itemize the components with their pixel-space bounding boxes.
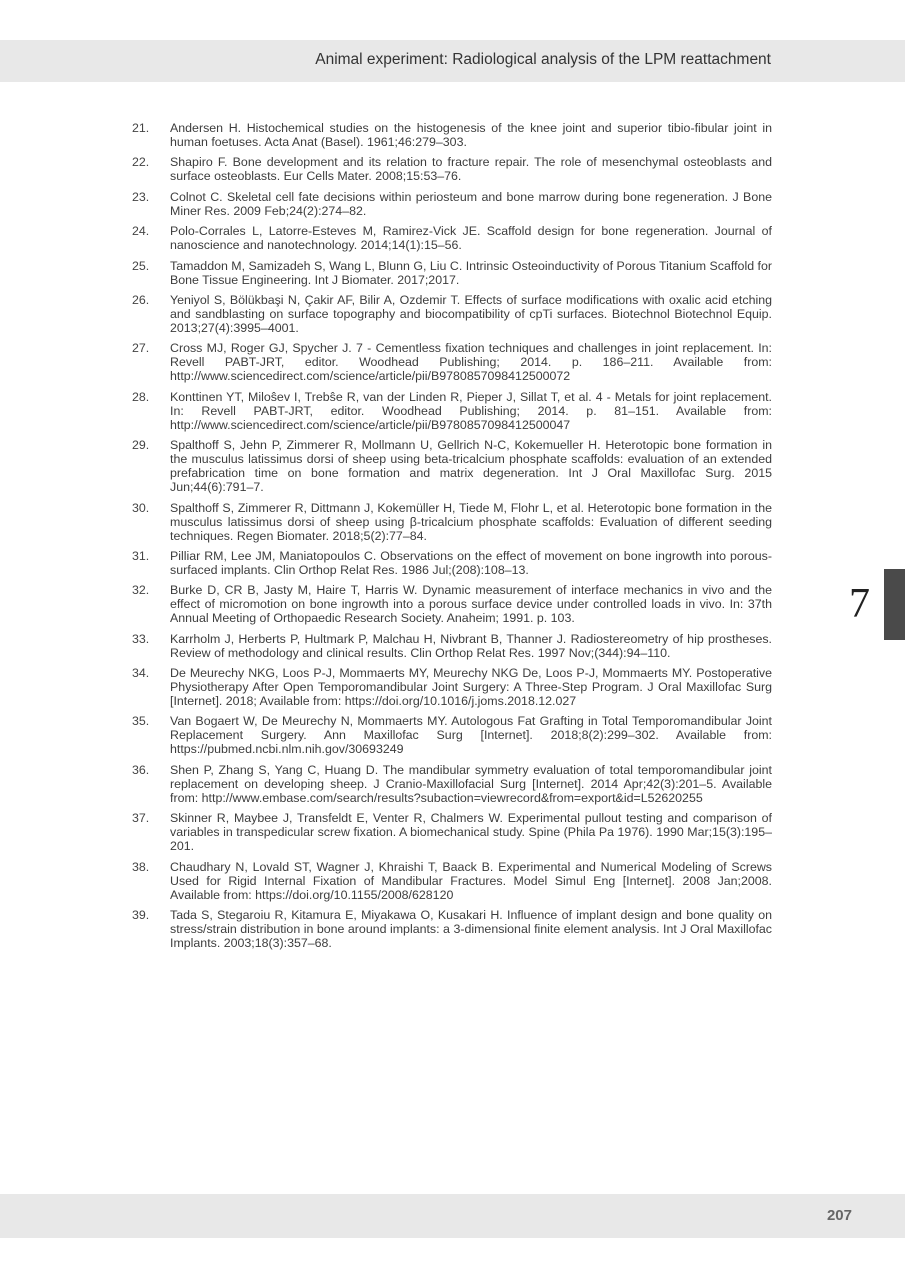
reference-text: Shen P, Zhang S, Yang C, Huang D. The mandibular symmetry evaluation of total temporomandibular joint replacement on developing sheep. J Cranio-Maxillofacial Surg [Internet]. 2014 Apr;42(3):201–5. Available from: http://www.embase.com/search/results?subaction=viewrecord&from=export&id=L52620255 xyxy=(170,762,772,805)
reference-item xyxy=(132,549,772,577)
reference-number: 25. xyxy=(132,258,150,273)
reference-text: Tamaddon M, Samizadeh S, Wang L, Blunn G, Liu C. Intrinsic Osteoinductivity of Porous Titanium Scaffold for Bone Tissue Engineering. Int J Biomater. 2017;2017. xyxy=(170,258,772,287)
reference-number: 35. xyxy=(132,714,150,729)
reference-text: Skinner R, Maybee J, Transfeldt E, Venter R, Chalmers W. Experimental pullout testing and comparison of variables in transpedicular screw fixation. A biomechanical study. Spine (Phila Pa 1976). 1990 Mar;15(3):195–201. xyxy=(170,811,772,854)
reference-item xyxy=(132,908,772,950)
reference-number: 39. xyxy=(132,908,150,923)
reference-number: 29. xyxy=(132,438,150,453)
reference-text: Spalthoff S, Jehn P, Zimmerer R, Mollmann U, Gellrich N-C, Kokemueller H. Heterotopic bone formation in the musculus latissimus dorsi of sheep using beta-tricalcium phosphate scaffolds: evaluation of an extended prefabrication time on bone formation and matrix degeneration. Int J Oral Maxillofac Surg. 2015 Jun;44(6):791–7. xyxy=(170,438,772,495)
reference-item xyxy=(132,121,772,149)
running-header xyxy=(0,40,905,82)
reference-number: 37. xyxy=(132,811,150,826)
reference-text: Andersen H. Histochemical studies on the histogenesis of the knee joint and superior tibio-fibular joint in human foetuses. Acta Anat (Basel). 1961;46:279–303. xyxy=(170,121,772,149)
reference-text: Konttinen YT, Miloŝev I, Trebŝe R, van der Linden R, Pieper J, Sillat T, et al. 4 - Metals for joint replacement. In: Revell PABT-JRT, editor. Woodhead Publishing; 2014. p. 81–151. Available from: http://www.sciencedirect.com/science/article/pii/B9780857098412500047 xyxy=(170,389,772,432)
reference-item xyxy=(132,860,772,902)
reference-number: 36. xyxy=(132,762,150,777)
reference-text: Karrholm J, Herberts P, Hultmark P, Malchau H, Nivbrant B, Thanner J. Radiostereometry of hip prostheses. Review of methodology and clinical results. Clin Orthop Relat Res. 1997 Nov;(344):94–110. xyxy=(170,631,772,660)
reference-number: 34. xyxy=(132,666,150,681)
chapter-tab xyxy=(884,569,905,640)
reference-item xyxy=(132,155,772,183)
reference-text: Spalthoff S, Zimmerer R, Dittmann J, Kokemüller H, Tiede M, Flohr L, et al. Heterotopic bone formation in the musculus latissimus dorsi of sheep using β-tricalcium phosphate scaffolds: Evaluation of different seeding techniques. Regen Biomater. 2018;5(2):77–84. xyxy=(170,500,772,543)
reference-item xyxy=(132,763,772,805)
reference-item xyxy=(132,224,772,252)
reference-number: 30. xyxy=(132,500,150,515)
reference-item xyxy=(132,390,772,432)
page-number: 207 xyxy=(826,1207,852,1224)
reference-number: 22. xyxy=(132,155,150,170)
reference-number: 33. xyxy=(132,631,150,646)
reference-number: 24. xyxy=(132,224,150,239)
reference-item xyxy=(132,501,772,543)
reference-number: 26. xyxy=(132,292,150,307)
reference-item xyxy=(132,632,772,660)
reference-text: Colnot C. Skeletal cell fate decisions within periosteum and bone marrow during bone regeneration. J Bone Miner Res. 2009 Feb;24(2):274–82. xyxy=(170,189,772,218)
running-title: Animal experiment: Radiological analysis of the LPM reattachment xyxy=(315,51,771,68)
reference-text: Pilliar RM, Lee JM, Maniatopoulos C. Observations on the effect of movement on bone ingrowth into porous-surfaced implants. Clin Orthop Relat Res. 1986 Jul;(208):108–13. xyxy=(170,548,772,577)
reference-number: 32. xyxy=(132,583,150,598)
reference-item xyxy=(132,438,772,494)
reference-text: Yeniyol S, Bölükbaşi N, Çakir AF, Bilir A, Ozdemir T. Effects of surface modifications with oxalic acid etching and sandblasting on surface topography and biocompatibility of cpTi surfaces. Biotechnol Biotechnol Equip. 2013;27(4):3995–4001. xyxy=(170,292,772,335)
reference-text: Chaudhary N, Lovald ST, Wagner J, Khraishi T, Baack B. Experimental and Numerical Modeling of Screws Used for Rigid Internal Fixation of Mandibular Fractures. Model Simul Eng [Internet]. 2008 Jan;2008. Available from: https://doi.org/10.1155/2008/628120 xyxy=(170,859,772,902)
reference-text: Van Bogaert W, De Meurechy N, Mommaerts MY. Autologous Fat Grafting in Total Temporomandibular Joint Replacement Surgery. Ann Maxillofac Surg [Internet]. 2018;8(2):299–302. Available from: https://pubmed.ncbi.nlm.nih.gov/30693249 xyxy=(170,714,772,757)
reference-number: 38. xyxy=(132,859,150,874)
reference-number: 23. xyxy=(132,189,150,204)
page-footer xyxy=(0,1194,905,1238)
reference-item xyxy=(132,341,772,383)
reference-text: Burke D, CR B, Jasty M, Haire T, Harris W. Dynamic measurement of interface mechanics in vivo and the effect of micromotion on bone ingrowth into a porous surface device under controlled loads in vivo. In: 37th Annual Meeting of Orthopaedic Research Society. Anaheim; 1991. p. 103. xyxy=(170,583,772,626)
reference-number: 28. xyxy=(132,389,150,404)
reference-item xyxy=(132,190,772,218)
reference-item xyxy=(132,811,772,853)
reference-text: Shapiro F. Bone development and its relation to fracture repair. The role of mesenchymal osteoblasts and surface osteoblasts. Eur Cells Mater. 2008;15:53–76. xyxy=(170,155,772,184)
reference-number: 31. xyxy=(132,548,150,563)
reference-item xyxy=(132,583,772,625)
reference-number: 21. xyxy=(132,121,150,135)
reference-text: Polo-Corrales L, Latorre-Esteves M, Ramirez-Vick JE. Scaffold design for bone regeneration. Journal of nanoscience and nanotechnology. 2014;14(1):15–56. xyxy=(170,224,772,253)
reference-item xyxy=(132,714,772,756)
reference-text: Tada S, Stegaroiu R, Kitamura E, Miyakawa O, Kusakari H. Influence of implant design and bone quality on stress/strain distribution in bone around implants: a 3-dimensional finite element analysis. Int J Oral Maxillofac Implants. 2003;18(3):357–68. xyxy=(170,908,772,951)
reference-item xyxy=(132,666,772,708)
reference-list xyxy=(132,121,772,956)
chapter-number: 7 xyxy=(849,581,870,627)
reference-text: De Meurechy NKG, Loos P-J, Mommaerts MY, Meurechy NKG De, Loos P-J, Mommaerts MY. Postoperative Physiotherapy After Open Temporomandibular Joint Surgery: A Three-Step Program. J Oral Maxillofac Surg [Internet]. 2018; Available from: https://doi.org/10.1016/j.joms.2018.12.027 xyxy=(170,666,772,709)
reference-text: Cross MJ, Roger GJ, Spycher J. 7 - Cementless fixation techniques and challenges in joint replacement. In: Revell PABT-JRT, editor. Woodhead Publishing; 2014. p. 186–211. Available from: http://www.sciencedirect.com/science/article/pii/B9780857098412500072 xyxy=(170,341,772,384)
reference-number: 27. xyxy=(132,341,150,356)
reference-item xyxy=(132,293,772,335)
reference-item xyxy=(132,259,772,287)
